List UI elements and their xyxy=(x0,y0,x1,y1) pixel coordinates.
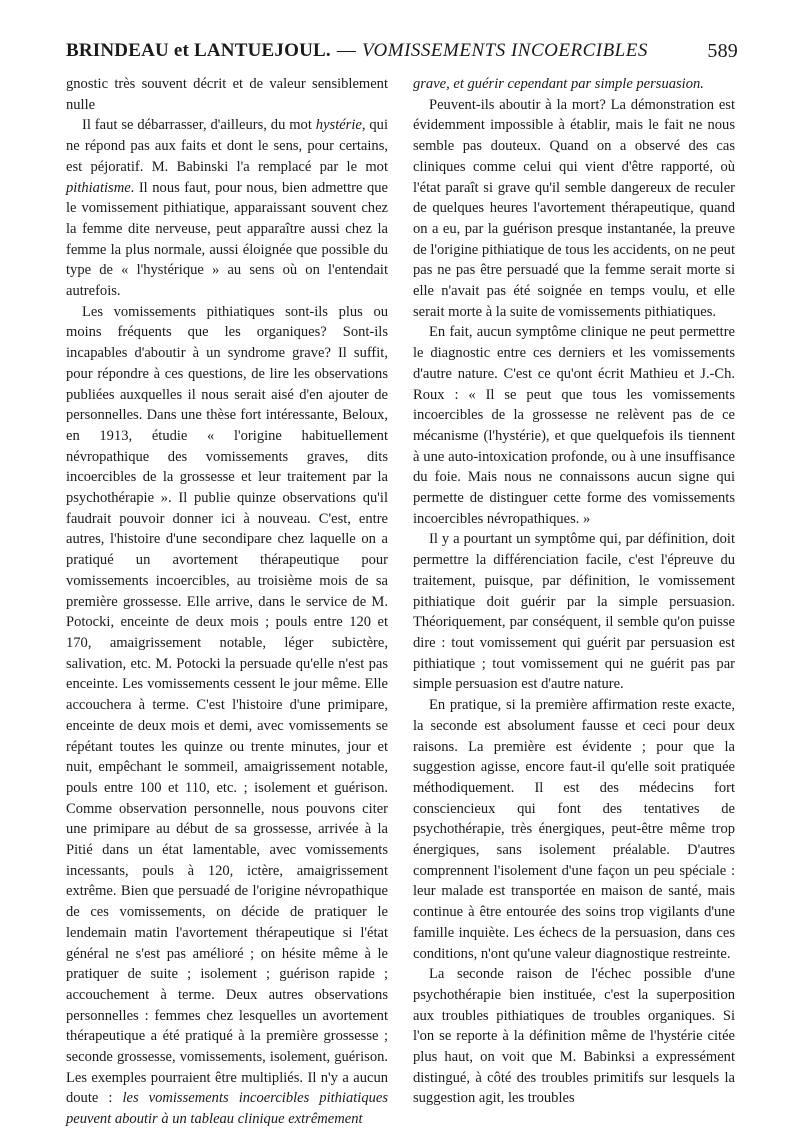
header-title: VOMISSEMENTS INCOERCIBLES xyxy=(362,40,648,61)
text-run: . Il nous faut, pour nous, bien admettre que le vomissement pithiatique, apparaissant souvent chez la femme dite nerveuse, peut apparaître aussi chez la femme la plus normale, aussi éloignée que possible du type de « l'hystérique » au sens où on l'entendait autrefois. xyxy=(66,179,388,300)
paragraph: En pratique, si la première affirmation reste exacte, la seconde est absolument fausse et ceci pour deux raisons. La première est évidente ; pour que la suggestion agisse, encore faut-il qu'elle soit pratiquée méthodiquement. Il est des médecins fort consciencieux qui font des tentatives de psychothérapie, très énergiques, peut-être même trop énergiques, sans isolement préalable. D'autres comprennent l'isolement d'une façon un peu spéciale : leur malade est transportée en maison de santé, mais continue à être entourée des soins trop vigilants d'une famille inquiète. Les échecs de la persuasion, dans ces conditions, n'ont qu'une valeur diagnostique restreinte. xyxy=(413,697,735,962)
term-pithiatisme: pithiatisme xyxy=(66,179,131,196)
page-number: 589 xyxy=(707,40,738,62)
left-column xyxy=(66,74,388,1130)
text-run: Il faut se débarrasser, d'ailleurs, du mot xyxy=(82,117,316,134)
emphasized-conclusion: les vomissements incoercibles pithiatiques peuvent aboutir à un tableau clinique extrêmement xyxy=(66,1090,388,1128)
paragraph: Il y a pourtant un symptôme qui, par définition, doit permettre la différenciation facile, c'est l'épreuve du traitement, puisque, par définition, le vomissement pithiatique doit guérir par la simple persuasion. Théoriquement, par conséquent, il semble qu'on puisse dire : tout vomissement qui guérit par persuasion est pithiatique ; tout vomissement qui ne guérit pas par simple persuasion est d'autre nature. xyxy=(413,531,735,693)
paragraph: grave, et guérir cependant par simple persuasion. xyxy=(413,76,704,92)
header-separator: — xyxy=(336,40,357,61)
text-run: , qui ne répond pas aux faits et dont le sens, pour certains, est péjoratif. M. Babinski l'a remplacé par le mot xyxy=(66,117,388,175)
paragraph: La seconde raison de l'échec possible d'une psychothérapie bien instituée, c'est la superposition aux troubles pithiatiques de troubles organiques. Si l'on se reporte à la définition même de l'hystérie citée plus haut, on voit que M. Babinksi a expressément distingué, à côté des troubles primitifs sur lesquels la suggestion agit, les troubles xyxy=(413,966,735,1107)
header-authors: BRINDEAU et LANTUEJOUL. xyxy=(66,40,331,61)
paragraph xyxy=(66,302,388,1130)
paragraph: Peuvent-ils aboutir à la mort? La démonstration est évidemment impossible à établir, mais le fait ne nous semble pas douteux. Quand on a observé des cas cliniques comme celui qui vient d'être rapporté, où l'état paraît si grave qu'il semble dangereux de reculer de quelques heures l'avortement thérapeutique, quand on a eu, par la guérison presque instantanée, la preuve de l'origine pithiatique de tous les accidents, on ne peut pas ne pas être persuadé que la femme serait morte si elle n'avait pas été soignée en temps voulu, et elle serait morte à la suite de vomissements pithiatiques. xyxy=(413,96,735,320)
paragraph: En fait, aucun symptôme clinique ne peut permettre le diagnostic entre ces derniers et les vomissements d'autre nature. C'est ce qu'ont écrit Mathieu et J.-Ch. Roux : « Il se peut que tous les vomissements incoercibles de la grossesse ne relèvent pas de ce mécanisme (l'hystérie), et que quelquefois ils tiennent à une auto-intoxication profonde, ou à une insuffisance du foie. Mais nous ne connaissons aucun signe qui permette de distinguer cette forme des vomissements incoercibles névropathiques. » xyxy=(413,324,735,527)
paragraph xyxy=(66,115,388,301)
paragraph: gnostic très souvent décrit et de valeur sensiblement nulle xyxy=(66,76,388,113)
text-run: Les vomissements pithiatiques sont-ils plus ou moins fréquents que les organiques? Sont-ils incapables d'aboutir à un syndrome grave? Il suffit, pour répondre à ces questions, de lire les observations publiées auxquelles il nous serait aisé d'en ajouter de personnelles. Dans une thèse fort intéressante, Beloux, en 1913, étudie « l'origine habituellement névropathique des vomissements graves, dits incoercibles de la grossesse et leur traitement par la psychothérapie ». Il publie quinze observations qu'il faudrait pouvoir donner ici à nouveau. C'est, entre autres, l'histoire d'une secondipare chez laquelle on a pratiqué un avortement thérapeutique pour vomissements incoercibles, au troisième mois de sa première grossesse. Elle arrive, dans le service de M. Potocki, enceinte de deux mois ; pouls entre 120 et 170, amaigrissement notable, léger subictère, salivation, etc. M. Potocki la persuade qu'elle n'est pas enceinte. Les vomissements cessent le jour même. Elle accouchera à terme. C'est l'histoire d'une primipare, enceinte de deux mois et demi, avec vomissements se répétant toutes les quinze ou trente minutes, jour et nuit, empêchant le sommeil, amaigrissement notable, pouls entre 100 et 110, etc. ; isolement et guérison. Comme observation personnelle, nous pouvons citer une primipare au début de sa grossesse, arrivée à la Pitié dans un état lamentable, avec vomissements incessants, pouls à 120, ictère, amaigrissement extrême. Bien que persuadé de l'origine névropathique de ces vomissements, on décide de pratiquer le lendemain matin l'avortement thérapeutique si l'état général ne s'est pas amélioré ; on hésite même à le pratiquer de suite ; isolement ; guérison rapide ; accouchement à terme. Deux autres observations personnelles : femmes chez lesquelles un avortement thérapeutique a été pratiqué à la première grossesse ; seconde grossesse, vomissements, isolement, guérison. Les exemples pourraient être multipliés. Il n'y a aucun doute : xyxy=(66,303,388,1107)
running-header xyxy=(66,36,738,66)
term-hysterie: hystérie xyxy=(315,117,362,134)
right-column xyxy=(413,74,735,1109)
